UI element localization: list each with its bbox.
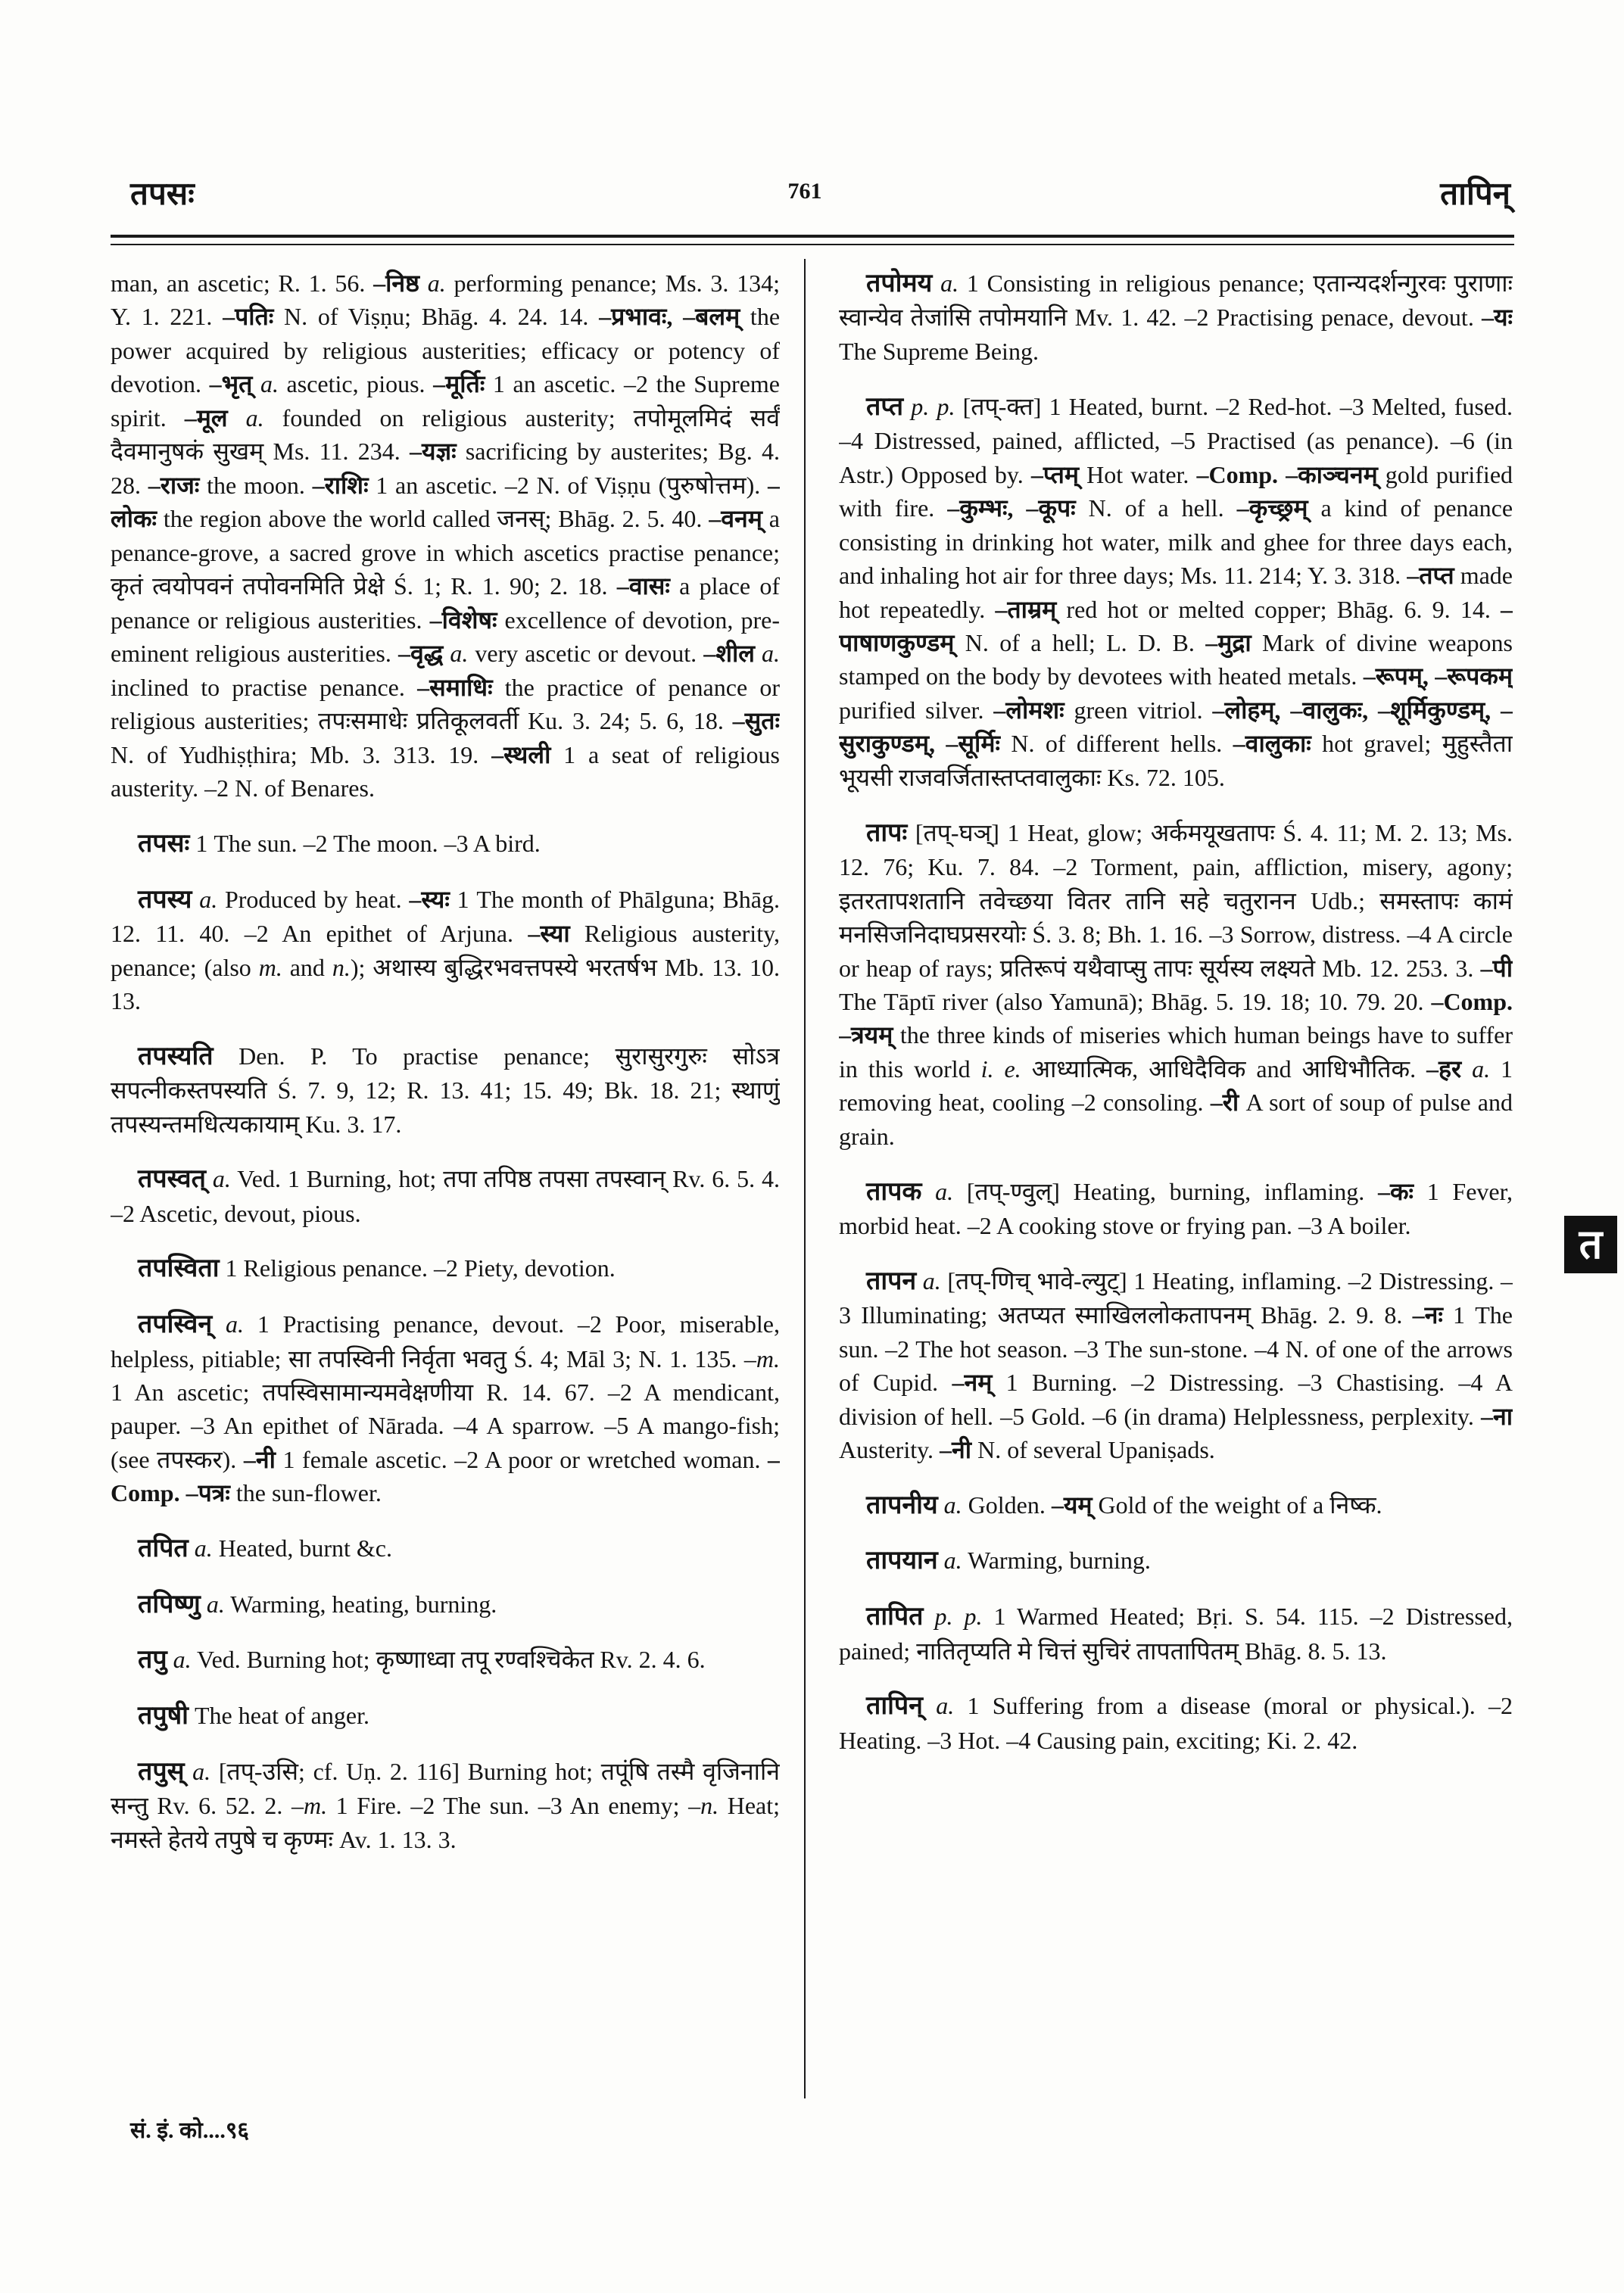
headword: तापित	[866, 1603, 924, 1631]
dictionary-entry	[111, 1251, 780, 1285]
definition-text: 1 Religious penance. –2 Piety, devotion.	[219, 1254, 616, 1282]
grammar-label: a.	[167, 1646, 192, 1674]
definition-text: the sun-flower.	[229, 1479, 382, 1507]
definition-text: purified silver.	[839, 696, 994, 724]
subentry-term: –निष्ठ	[373, 269, 420, 297]
definition-text: 1 The sun. –2 The moon. –3 A bird.	[189, 829, 541, 857]
definition-text: [तप्-ण्वुल्] Heating, burning, inflaming.	[953, 1177, 1378, 1205]
definition-text: [तप्-क्त] 1 Heated, burnt. –2 Red-hot. –3 Melted, fused. –4 Distressed, pained, afflicted, –5 Practised (as penance). –6 (in Astr.) Opposed by.	[839, 392, 1513, 488]
thumb-index-tab: त	[1564, 1216, 1617, 1273]
subentry-term: –राशिः	[312, 471, 369, 499]
running-head-right: तापिन्	[1440, 177, 1510, 212]
subentry-term: –नः	[1412, 1301, 1443, 1329]
subentry-term: –वृद्ध	[397, 640, 444, 668]
definition-text: Gold of the weight of a निष्क.	[1092, 1491, 1382, 1519]
headword: तापक	[866, 1177, 922, 1206]
headword: तपु	[138, 1646, 167, 1675]
headword: तपित	[138, 1534, 189, 1563]
definition-text: the region above the world called जनस्; Bhāg. 2. 5. 40.	[157, 505, 709, 533]
definition-text: and	[282, 953, 332, 981]
definition-text: excellence of devotion, pre-eminent religious austerities.	[111, 606, 780, 668]
grammar-label: a.	[188, 1534, 213, 1562]
definition-text: 1 The month of Phālguna; Bhāg. 12. 11. 40. –2 An epithet of Arjuna.	[111, 885, 780, 948]
subentry-term: –लोकः	[111, 471, 780, 533]
dictionary-entry	[111, 1755, 780, 1856]
definition-text: hot gravel; मुहुस्तैता भूयसी राजवर्जितास्तप्तवालुकाः Ks. 72. 105.	[839, 730, 1513, 791]
definition-text: inclined to practise penance.	[111, 673, 418, 701]
definition-text: ascetic, pious.	[278, 370, 434, 398]
subentry-term: –कुम्भः, –कूपः	[947, 494, 1076, 522]
definition-text: gold purified with fire.	[839, 460, 1513, 522]
grammar-label: a.	[1461, 1055, 1491, 1083]
definition-text: made hot repeatedly.	[839, 562, 1513, 623]
page-number: 761	[787, 179, 822, 204]
subentry-term: –भृत्	[209, 370, 253, 398]
definition-text: N. of Viṣṇu; Bhāg. 4. 24. 14.	[273, 303, 600, 331]
dictionary-entry	[839, 1600, 1513, 1668]
subentry-term: –समाधिः	[417, 673, 493, 701]
definition-text: Mark of divine weapons stamped on the body by devotees with heated metals.	[839, 629, 1513, 690]
definition-text: Heated, burnt &c.	[212, 1534, 392, 1562]
definition-text: 1 an ascetic. –2 N. of Viṣṇu (पुरुषोत्तम).	[368, 471, 768, 499]
headword: तपस्य	[138, 885, 192, 914]
dictionary-entry	[111, 1039, 780, 1141]
definition-text: The Supreme Being.	[839, 337, 1039, 365]
subentry-term: –यः	[1481, 304, 1513, 332]
headword: तपस्विता	[138, 1254, 220, 1283]
definition-text: N. of a hell; L. D. B.	[954, 629, 1206, 656]
definition-text: 1 a seat of religious austerity. –2 N. of Benares.	[111, 740, 780, 802]
definition-text: founded on religious austerity; तपोमूलमिदं सर्वं दैवमानुषकं सुखम् Ms. 11. 234.	[111, 403, 780, 466]
definition-text: red hot or melted copper; Bhāg. 6. 9. 14.	[1056, 595, 1501, 623]
grammar-label: a.	[212, 1310, 245, 1338]
dictionary-entry	[839, 1488, 1513, 1522]
dictionary-entry	[111, 883, 780, 1018]
definition-text: 1 Practising penance, devout. –2 Poor, miserable, helpless, pitiable; सा तपस्विनी निर्वृता भवतु Ś. 4; Māl 3; N. 1. 135.	[111, 1310, 780, 1372]
definition-text: Warming, burning.	[962, 1547, 1151, 1575]
definition-text: a penance-grove, a sacred grove in which ascetics practise penance; कृतं त्वयोपवनं तपोवनमिति प्रेक्षे Ś. 1; R. 1. 90; 2. 18.	[111, 505, 780, 600]
grammar-label: a.	[754, 640, 780, 668]
definition-text: the moon.	[199, 471, 313, 499]
dictionary-entry	[111, 266, 780, 805]
headword: तापनीय	[866, 1491, 938, 1519]
definition-text: Warming, heating, burning.	[224, 1590, 497, 1618]
running-head-left: तपसः	[130, 177, 195, 212]
subentry-term: –पाषाणकुण्डम्	[839, 595, 1513, 656]
headword: तप्त	[866, 392, 904, 421]
headword: तपस्विन्	[138, 1310, 213, 1339]
headword: तपस्यति	[138, 1042, 214, 1070]
definition-text: Den. P. To practise penance; सुरासुरगुरुः सोऽत्र सपत्नीकस्तपस्यति Ś. 7. 9, 12; R. 13. 41; 15. 49; Bk. 18. 21; स्थाणुं तपस्यन्तमधित्यकायाम् Ku. 3. 17.	[111, 1042, 780, 1138]
left-column	[111, 266, 780, 2098]
definition-text: 1 female ascetic. –2 A poor or wretched woman.	[275, 1445, 768, 1473]
subentry-term: –यम्	[1051, 1491, 1093, 1519]
signature-mark: सं. इं. को....९६	[130, 2118, 250, 2143]
dictionary-entry	[111, 1699, 780, 1733]
headword: तपुषी	[138, 1702, 189, 1730]
definition-text: A sort of soup of pulse and grain.	[839, 1089, 1513, 1150]
grammar-label: m.	[258, 953, 282, 981]
grammar-label: a.	[205, 1165, 231, 1193]
grammar-label: a.	[937, 1491, 962, 1519]
definition-text: the three kinds of miseries which human beings have to suffer in this world	[839, 1021, 1513, 1083]
definition-text: [तप्-णिच् भावे-ल्युट्] 1 Heating, inflaming. –2 Distressing. –3 Illuminating; अतप्यत स्माखिललोकतापनम् Bhāg. 2. 9. 8.	[839, 1266, 1513, 1329]
definition-text: performing penance; Ms. 3. 134; Y. 1. 221.	[111, 269, 780, 331]
dictionary-entry	[839, 1544, 1513, 1578]
dictionary-entry	[111, 827, 780, 861]
definition-text: sacrificing by austerites; Bg. 4. 28.	[111, 438, 780, 499]
subentry-term: –कृच्छ्रम्	[1236, 494, 1308, 522]
dictionary-entry	[839, 1689, 1513, 1757]
definition-text: Produced by heat.	[217, 885, 410, 913]
definition-text: Ved. 1 Burning, hot; तपा तपिष्ठ तपसा तपस्वान् Rv. 6. 5. 4. –2 Ascetic, devout, pious.	[111, 1165, 780, 1227]
subentry-term: –नम्	[952, 1369, 993, 1397]
definition-text: N. of Yudhiṣṭhira; Mb. 3. 313. 19.	[111, 740, 492, 768]
definition-text: 1 Suffering from a disease (moral or physical.). –2 Heating. –3 Hot. –4 Causing pain, exciting; Ki. 2. 42.	[839, 1692, 1513, 1754]
subentry-term: –नी	[940, 1436, 972, 1464]
grammar-label: i. e.	[980, 1055, 1021, 1083]
headword: तपस्वत्	[138, 1165, 206, 1194]
definition-text: Heat; नमस्ते हेतये तपुषे च कृण्मः Av. 1. 13. 3.	[111, 1792, 780, 1853]
definition-text: Hot water.	[1079, 460, 1197, 488]
dictionary-entry	[839, 1175, 1513, 1243]
column-divider	[804, 259, 806, 2098]
headword: तापयान	[866, 1547, 938, 1575]
definition-text: आध्यात्मिक, आधिदैविक and आधिभौतिक.	[1021, 1055, 1427, 1083]
grammar-label: p. p.	[923, 1603, 983, 1631]
grammar-label: a.	[922, 1692, 955, 1720]
subentry-term: –प्रभावः, –बलम्	[599, 303, 740, 331]
grammar-label: a.	[184, 1757, 211, 1785]
headword: तपुस्	[138, 1757, 185, 1786]
definition-text: green vitriol.	[1064, 696, 1213, 724]
subentry-term: –री	[1210, 1089, 1239, 1117]
headword: तपोमय	[866, 269, 933, 298]
subentry-term: –लोहम्, –वालुकः, –शूर्मिकुण्डम्, –सुराकुण्डम्, –सूर्मिः	[839, 696, 1513, 758]
grammar-label: a.	[937, 1547, 962, 1575]
definition-text: a place of penance or religious austerities.	[111, 572, 780, 634]
definition-text: Golden.	[962, 1491, 1052, 1519]
definition-text: the practice of penance or religious austerities; तपःसमाधेः प्रतिकूलवर्ती Ku. 3. 24; 5. 6, 18.	[111, 673, 780, 735]
subentry-term: –ना	[1480, 1402, 1513, 1430]
dictionary-entry	[839, 816, 1513, 1154]
definition-text: 1 An ascetic; तपस्विसामान्यमवेक्षणीया R. 14. 67. –2 A mendicant, pauper. –3 An epithet of Nārada. –4 A sparrow. –5 A mango-fish; (see तपस्कर).	[111, 1378, 780, 1473]
definition-text: N. of several Upaniṣads.	[971, 1436, 1215, 1464]
definition-text: Religious austerity, penance; (also	[111, 920, 780, 981]
definition-text: [तप्-घञ्] 1 Heat, glow; अर्कमयूखतापः Ś. 4. 11; M. 2. 13; Ms. 12. 76; Ku. 7. 84. –2 Torment, pain, affliction, misery, agony; इतरतापशतानि तवेच्छया वितर तानि सहे चतुरानन Udb.; समस्तापः कामं मनसिजनिदाघप्रसरयोः Ś. 3. 8; Bh. 1. 16. –3 Sorrow, distress. –4 A circle or heap of rays; प्रतिरूपं यथैवाप्सु तापः सूर्यस्य लक्ष्यते Mb. 12. 253. 3.	[839, 818, 1513, 982]
grammar-label: a.	[192, 885, 218, 913]
subentry-term: –नी	[243, 1445, 276, 1473]
subentry-term: –पतिः	[223, 303, 274, 331]
headword: तापन	[866, 1266, 917, 1295]
definition-text: N. of different hells.	[999, 730, 1233, 758]
dictionary-entry	[839, 266, 1513, 368]
headword: तापः	[866, 818, 908, 847]
subentry-term: –प्तम्	[1030, 460, 1080, 488]
subentry-term: –Comp. –त्रयम्	[839, 988, 1513, 1049]
definition-text: 1 The sun. –2 The hot season. –3 The sun-stone. –4 N. of one of the arrows of Cupid.	[839, 1301, 1513, 1397]
definition-text: 1 Fever, morbid heat. –2 A cooking stove or frying pan. –3 A boiler.	[839, 1177, 1513, 1240]
definition-text: 1 Burning. –2 Distressing. –3 Chastising. –4 A division of hell. –5 Gold. –6 (in drama) Helplessness, perplexity.	[839, 1369, 1513, 1430]
subentry-term: –वासः	[616, 572, 670, 600]
definition-text: 1 Warmed Heated; Bṛi. S. 54. 115. –2 Distressed, pained; नातितृप्यति मे चित्तं सुचिरं तापतापितम् Bhāg. 8. 5. 13.	[839, 1603, 1513, 1665]
subentry-term: –मूल	[184, 403, 228, 431]
grammar-label: a.	[921, 1177, 954, 1205]
definition-text: The heat of anger.	[188, 1702, 369, 1729]
headword: तपसः	[138, 829, 190, 858]
definition-text: ); अथास्य बुद्धिरभवत्तपस्ये भरतर्षभ Mb. 13. 10. 13.	[111, 953, 780, 1014]
definition-text: a kind of penance consisting in drinking hot water, milk and ghee for three days each, and inhaling hot air for three days; Ms. 11. 214; Y. 3. 318.	[839, 494, 1513, 590]
grammar-label: a.	[252, 370, 279, 398]
subentry-term: –शील	[703, 640, 755, 668]
subentry-term: –स्थली	[491, 740, 551, 768]
definition-text: the power acquired by religious austerities; efficacy or potency of devotion.	[111, 303, 780, 398]
definition-text: [तप्-उसि; cf. Uṇ. 2. 116] Burning hot; तपूंषि तस्मै वृजिनानि सन्तु Rv. 6. 52. 2.	[111, 1757, 780, 1820]
grammar-label: a.	[916, 1266, 941, 1294]
headword: तपिष्णु	[138, 1590, 201, 1618]
definition-text: Ved. Burning hot; कृष्णाध्वा तपू रण्वश्चिकेत Rv. 2. 4. 6.	[191, 1646, 706, 1674]
subentry-term: –मूर्तिः	[433, 370, 485, 398]
grammar-label: a.	[200, 1590, 225, 1618]
grammar-label: n.	[332, 953, 351, 981]
subentry-term: –स्या	[528, 920, 570, 948]
definition-text: N. of a hell.	[1075, 494, 1237, 522]
grammar-label: a.	[227, 403, 264, 431]
dictionary-entry	[111, 1307, 780, 1510]
dictionary-entry	[839, 1264, 1513, 1467]
grammar-label: a.	[419, 269, 446, 297]
grammar-label: –m.	[291, 1792, 328, 1820]
definition-text: very ascetic or devout.	[468, 640, 704, 668]
dictionary-entry	[111, 1587, 780, 1622]
dictionary-entry	[111, 1531, 780, 1566]
subentry-term: –पी	[1480, 954, 1513, 982]
definition-text: 1 Consisting in religious penance; एतान्यदर्शन्गुरवः पुराणाः स्वान्येव तेजांसि तपोमयानि Mv. 1. 42. –2 Practising penace, devout.	[839, 269, 1513, 332]
subentry-term: –स्यः	[409, 885, 450, 913]
dictionary-entry	[111, 1643, 780, 1677]
subentry-term: –वनम्	[709, 505, 762, 533]
subentry-term: –Comp. –काञ्चनम्	[1196, 460, 1378, 488]
definition-text: 1 an ascetic. –2 the Supreme spirit.	[111, 370, 780, 431]
definition-text: Austerity.	[839, 1436, 940, 1464]
subentry-term: –तप्त	[1407, 562, 1454, 590]
grammar-label: –m.	[743, 1344, 780, 1372]
definition-text: man, an ascetic; R. 1. 56.	[111, 269, 374, 297]
right-column	[839, 266, 1513, 2098]
header-rule-thin	[111, 244, 1514, 245]
subentry-term: –विशेषः	[429, 606, 497, 634]
grammar-label: p. p.	[903, 392, 955, 420]
definition-text: 1 removing heat, cooling –2 consoling.	[839, 1055, 1513, 1117]
grammar-label: a.	[932, 269, 959, 297]
subentry-term: –वालुकाः	[1233, 730, 1311, 758]
subentry-term: –यज्ञः	[410, 438, 457, 466]
subentry-term: –हर	[1426, 1055, 1462, 1083]
header-rule-thick	[111, 235, 1514, 238]
subentry-term: –कः	[1377, 1177, 1414, 1205]
subentry-term: –ताम्रम्	[995, 595, 1057, 623]
grammar-label: –n.	[688, 1792, 719, 1820]
headword: तापिन्	[866, 1692, 923, 1721]
definition-text: The Tāptī river (also Yamunā); Bhāg. 5. 19. 18; 10. 79. 20.	[839, 988, 1432, 1015]
subentry-term: –राजः	[148, 471, 200, 499]
definition-text: 1 Fire. –2 The sun. –3 An enemy;	[327, 1792, 689, 1820]
grammar-label: a.	[443, 640, 469, 668]
subentry-term: –Comp. –पत्रः	[111, 1445, 780, 1507]
dictionary-entry	[111, 1162, 780, 1230]
subentry-term: –सुतः	[732, 707, 780, 735]
dictionary-entry	[839, 390, 1513, 795]
subentry-term: –लोमशः	[993, 696, 1064, 724]
subentry-term: –रूपम्, –रूपकम्	[1363, 662, 1513, 690]
subentry-term: –मुद्रा	[1205, 629, 1252, 656]
